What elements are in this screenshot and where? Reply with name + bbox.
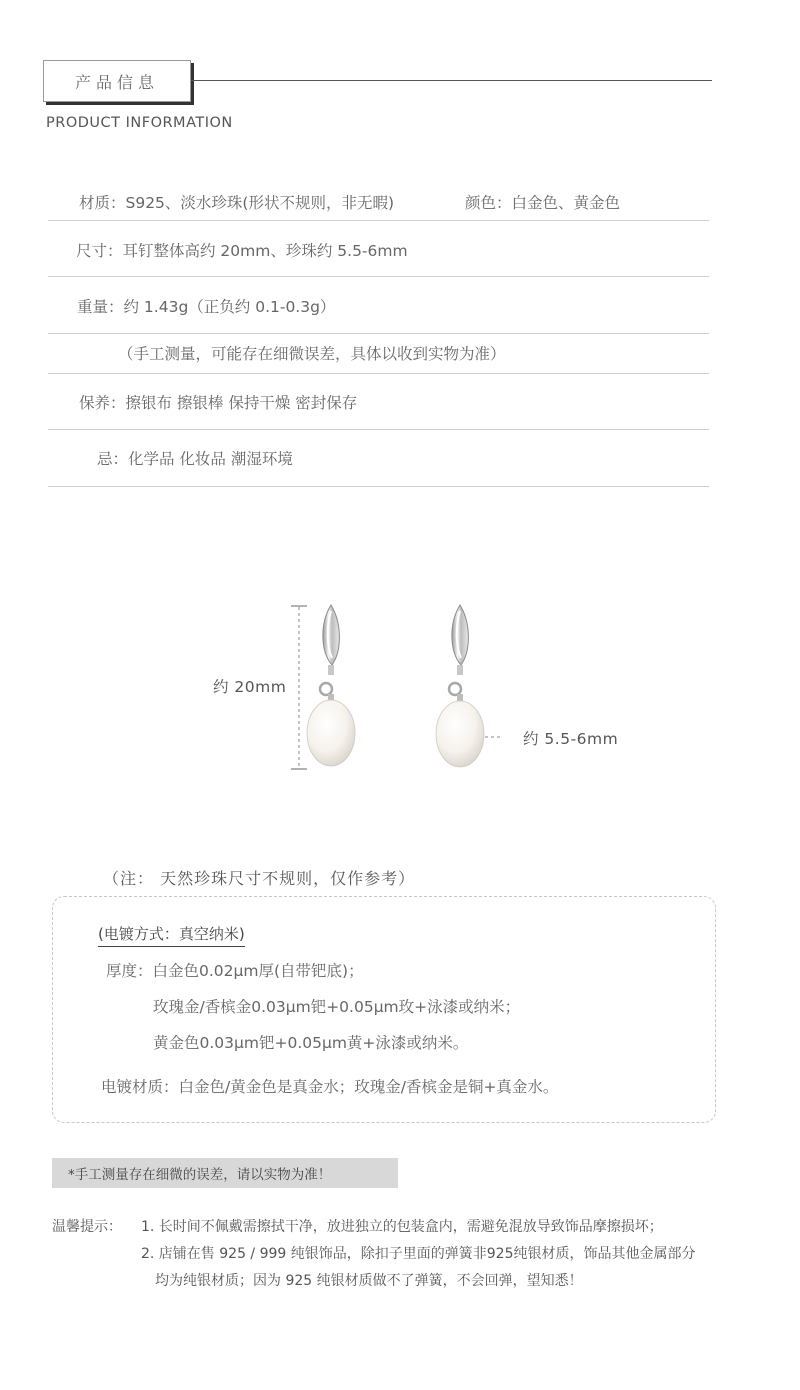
size-text: 尺寸：耳钉整体高约 20mm、珍珠约 5.5-6mm [76,242,408,260]
tips-label: 温馨提示： [52,1219,122,1235]
spec-row-weight-note [48,334,709,374]
color-text: 颜色：白金色、黄金色 [465,194,621,212]
height-label: 约 20mm [213,678,287,696]
plating-thickness-3: 黄金色0.03μm钯+0.05μm黄+泳漆或纳米。 [153,1034,469,1052]
plating-thickness-2: 玫瑰金/香槟金0.03μm钯+0.05μm玫+泳漆或纳米； [153,998,521,1016]
measurement-disclaimer: *手工测量存在细微的误差，请以实物为准！ [52,1158,398,1188]
title-divider [191,80,712,81]
plating-thickness-1: 厚度：白金色0.02μm厚(自带钯底)； [106,962,364,980]
spec-row-weight [48,277,709,334]
section-subtitle: PRODUCT INFORMATION [46,115,233,131]
spec-row-avoid [48,430,709,487]
pearl-size-label: 约 5.5-6mm [523,730,619,748]
earring-right [436,605,484,767]
spec-row-material [48,183,709,221]
weight-note-text: （手工测量，可能存在细微误差，具体以收到实物为准） [118,345,506,363]
height-dimension-line [291,606,307,769]
tips-line-3: 均为纯银材质；因为 925 纯银材质做不了弹簧，不会回弹，望知悉！ [155,1273,583,1289]
plating-material: 电镀材质：白金色/黄金色是真金水；玫瑰金/香槟金是铜+真金水。 [101,1078,559,1096]
section-title: 产品信息 [43,60,191,102]
tips-line-2: 2. 店铺在售 925 / 999 纯银饰品，除扣子里面的弹簧非925纯银材质，饰品其他金属部分 [141,1246,696,1262]
pearl-note: （注： 天然珍珠尺寸不规则，仅作参考） [103,869,416,888]
spec-row-care [48,374,709,430]
material-text: 材质：S925、淡水珍珠(形状不规则，非无暇) [79,194,395,212]
spec-row-size [48,221,709,277]
earring-illustration [280,595,500,785]
care-text: 保养：擦银布 擦银棒 保持干燥 密封保存 [79,394,358,412]
weight-text: 重量：约 1.43g（正负约 0.1-0.3g） [77,298,336,316]
earring-left [307,605,355,766]
plating-heading: (电镀方式：真空纳米) [98,923,245,947]
tips-line-1: 1. 长时间不佩戴需擦拭干净，放进独立的包装盒内，需避免混放导致饰品摩擦损坏； [141,1219,663,1235]
avoid-text: 忌：化学品 化妆品 潮湿环境 [97,450,293,468]
